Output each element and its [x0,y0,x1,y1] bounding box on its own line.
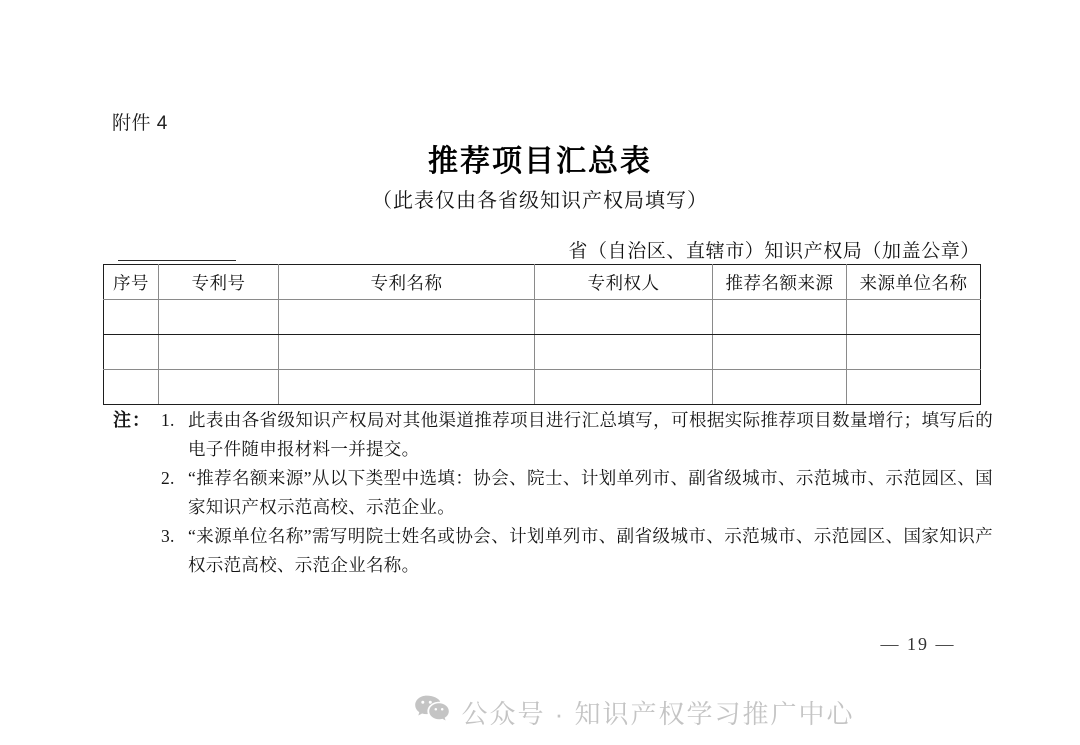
cell-source-unit[interactable] [847,335,981,370]
column-header-source-unit: 来源单位名称 [847,265,981,300]
wechat-icon [415,695,449,730]
note-text: “来源单位名称”需写明院士姓名或协会、计划单列市、副省级城市、示范城市、示范园区、国家知识产权示范高校、示范企业名称。 [188,526,993,575]
notes-label: 注： [113,410,151,430]
watermark-footer [0,694,1080,731]
cell-sequence[interactable] [104,335,159,370]
table-row [104,300,981,335]
table-row [104,335,981,370]
cell-patent-number[interactable] [159,370,279,405]
column-header-patent-owner: 专利权人 [535,265,713,300]
cell-source-unit[interactable] [847,300,981,335]
organization-line [118,236,980,263]
page-number [0,634,1080,655]
watermark-text: 公众号 · 知识产权学习推广中心 [461,699,855,729]
table-row [104,370,981,405]
note-marker: 3. [161,526,175,546]
cell-patent-owner[interactable] [535,370,713,405]
notes-list [161,406,993,580]
organization-line-text: 省（自治区、直辖市）知识产权局（加盖公章） [568,241,980,262]
note-text: “推荐名额来源”从以下类型中选填：协会、院士、计划单列市、副省级城市、示范城市、示范园区、国家知识产权示范高校、示范企业。 [188,468,993,517]
cell-patent-name[interactable] [279,335,535,370]
cell-patent-number[interactable] [159,300,279,335]
note-marker: 1. [161,410,175,430]
recommended-projects-table [103,264,981,405]
column-header-patent-name: 专利名称 [279,265,535,300]
cell-patent-name[interactable] [279,370,535,405]
attachment-label: 附件 4 [112,113,168,134]
province-blank-field[interactable] [118,260,236,261]
note-item-3 [161,522,993,580]
cell-quota-source[interactable] [713,335,847,370]
column-header-patent-number: 专利号 [159,265,279,300]
table-header-row [104,265,981,300]
notes-section [113,406,993,580]
cell-source-unit[interactable] [847,370,981,405]
cell-patent-owner[interactable] [535,335,713,370]
note-item-2 [161,464,993,522]
note-text: 此表由各省级知识产权局对其他渠道推荐项目进行汇总填写，可根据实际推荐项目数量增行；填写后的电子件随申报材料一并提交。 [188,410,993,459]
page-number-text: — 19 — [880,634,956,654]
cell-quota-source[interactable] [713,300,847,335]
page-title: 推荐项目汇总表 [428,145,652,178]
cell-patent-owner[interactable] [535,300,713,335]
cell-quota-source[interactable] [713,370,847,405]
cell-patent-number[interactable] [159,335,279,370]
page-subtitle: （此表仅由各省级知识产权局填写） [372,190,708,212]
column-header-quota-source: 推荐名额来源 [713,265,847,300]
cell-sequence[interactable] [104,300,159,335]
cell-patent-name[interactable] [279,300,535,335]
column-header-sequence: 序号 [104,265,159,300]
note-item-1 [161,406,993,464]
cell-sequence[interactable] [104,370,159,405]
note-marker: 2. [161,468,175,488]
